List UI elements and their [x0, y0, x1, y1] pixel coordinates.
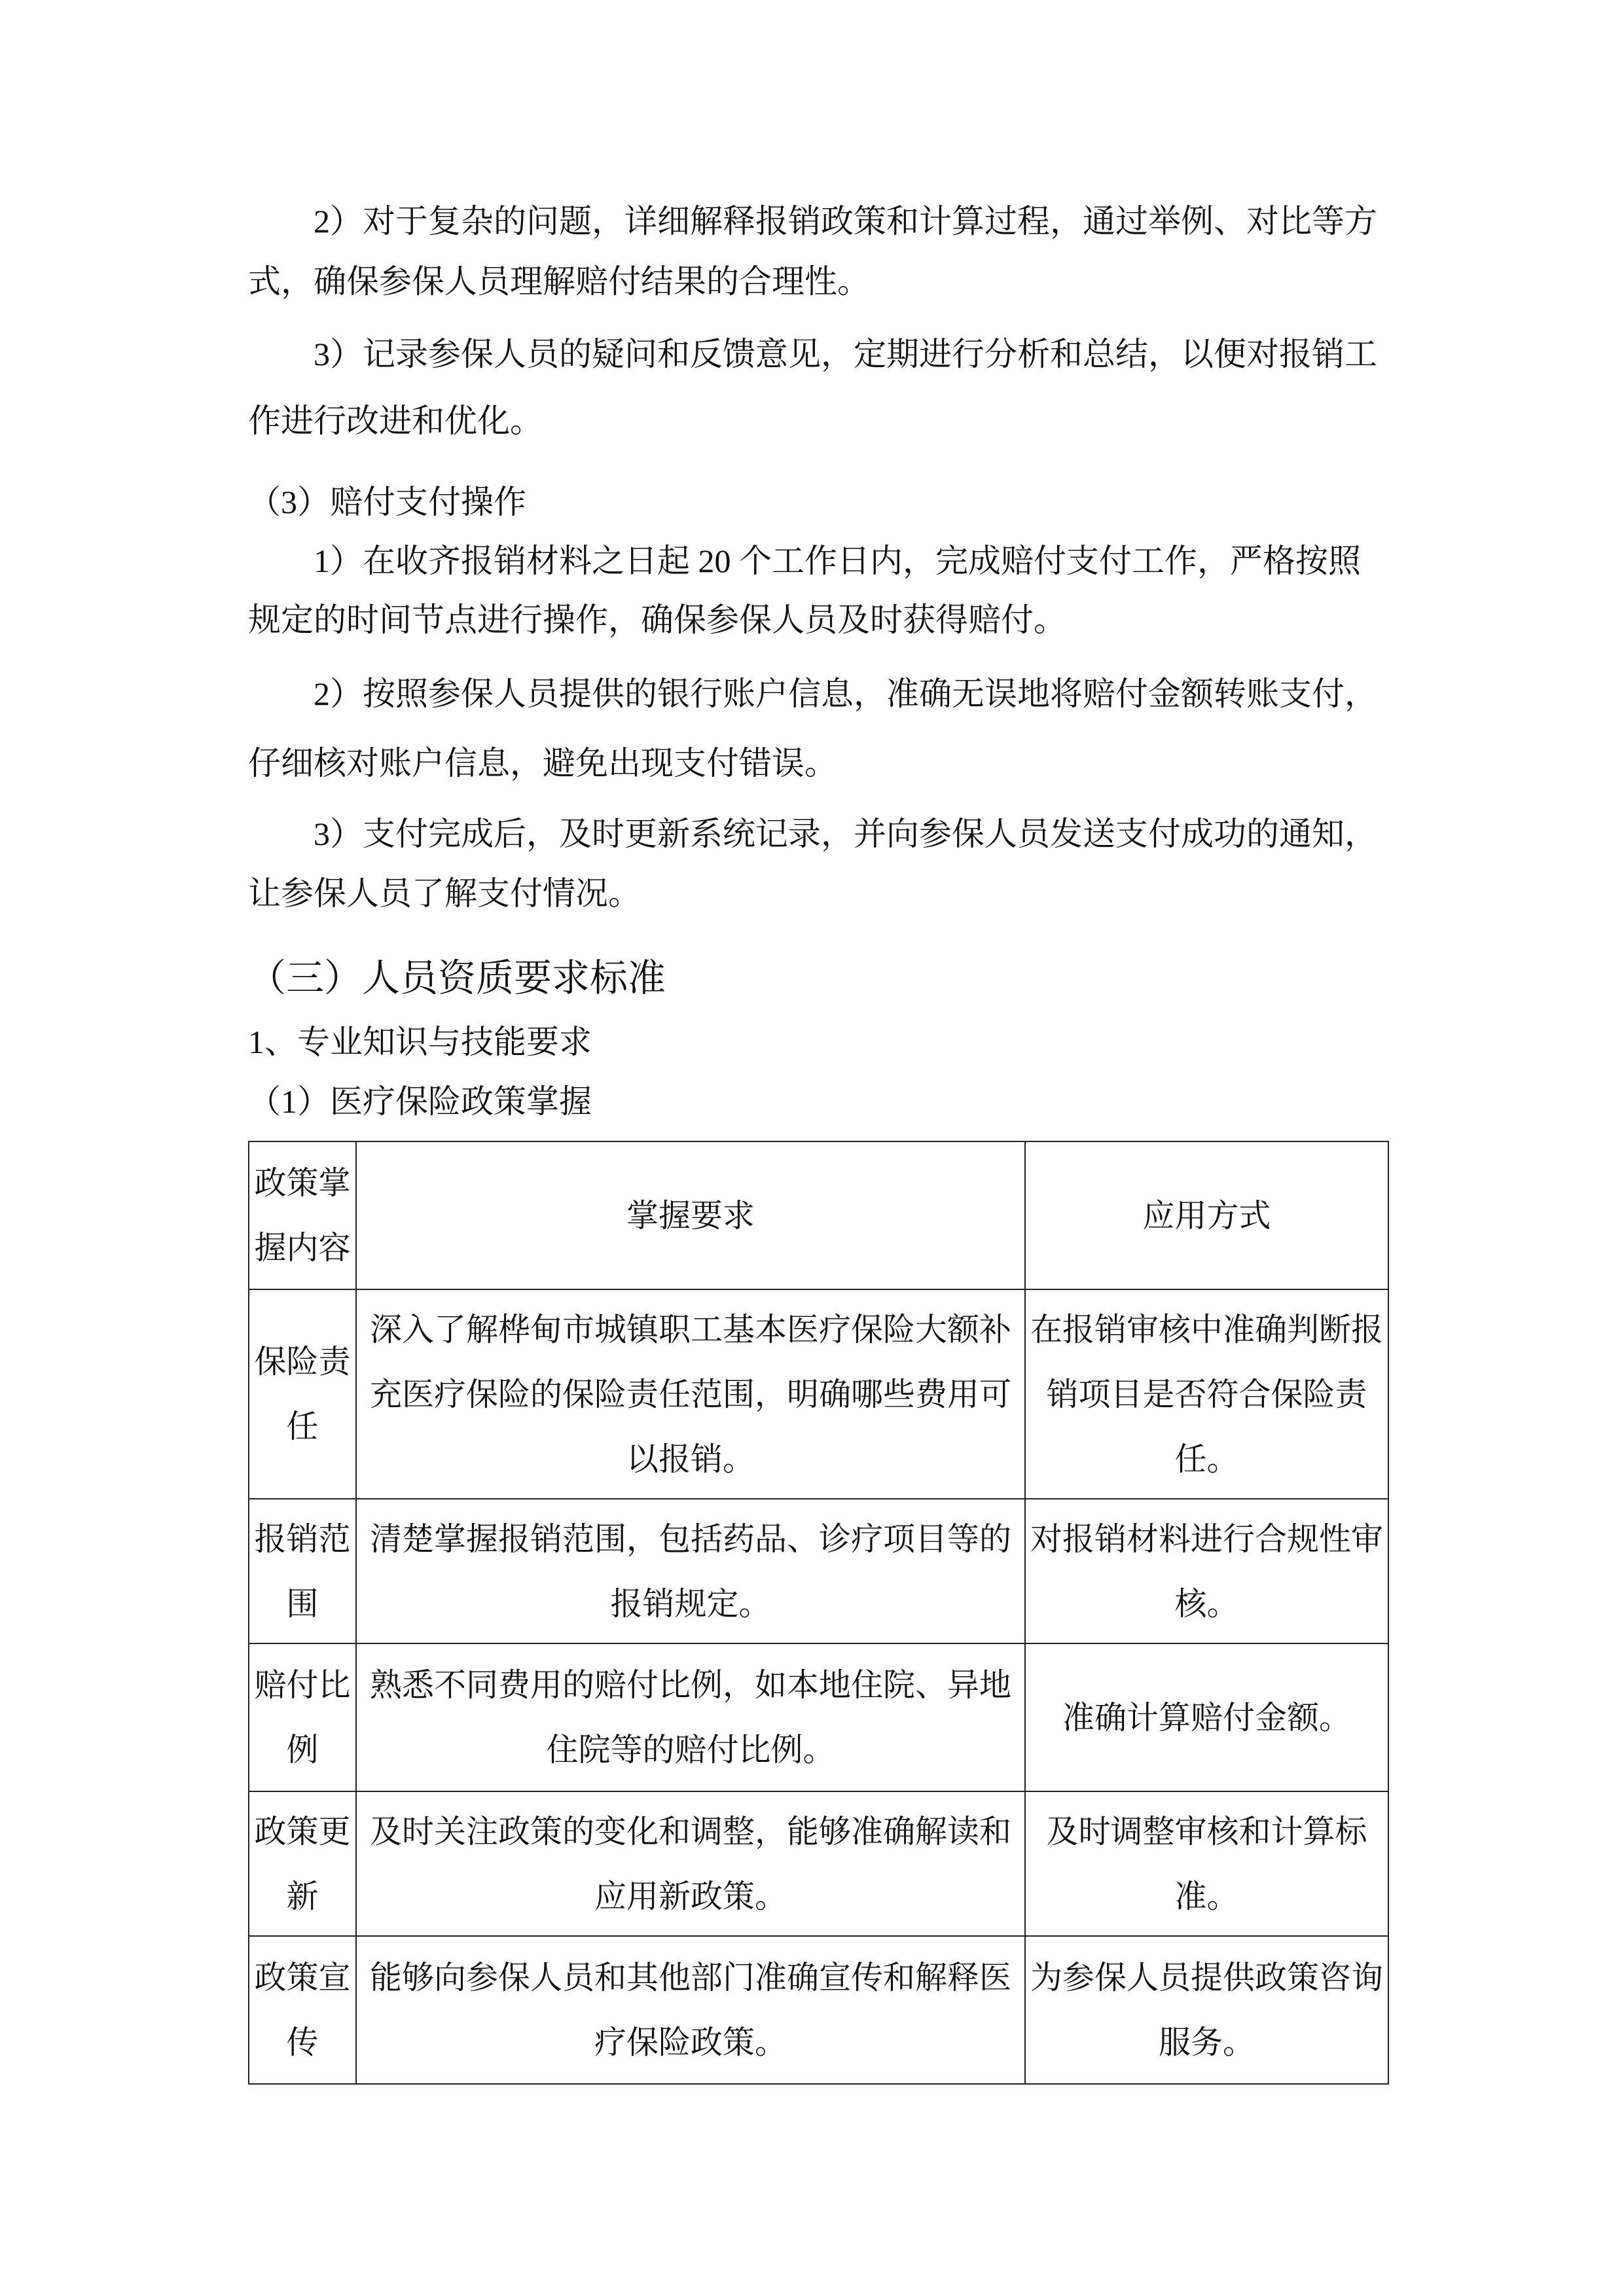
table-cell: 在报销审核中准确判断报销项目是否符合保险责任。: [1025, 1289, 1388, 1499]
table-cell: 政策宣传: [249, 1936, 356, 2084]
header-cell: 掌握要求: [356, 1141, 1025, 1289]
table-row: [249, 1791, 1388, 1936]
paragraph-line: 2）对于复杂的问题，详细解释报销政策和计算过程，通过举例、对比等方: [314, 203, 1377, 240]
table-cell: 报销范围: [249, 1499, 356, 1643]
paragraph-line: 让参保人员了解支付情况。: [248, 875, 641, 912]
paragraph-line: 式，确保参保人员理解赔付结果的合理性。: [248, 263, 870, 300]
paragraph-line: 2）按照参保人员提供的银行账户信息，准确无误地将赔付金额转账支付，: [314, 675, 1377, 712]
table-cell: 及时关注政策的变化和调整，能够准确解读和应用新政策。: [356, 1791, 1025, 1936]
table-cell: 深入了解桦甸市城镇职工基本医疗保险大额补充医疗保险的保险责任范围，明确哪些费用可以报销。: [356, 1289, 1025, 1499]
table-cell: 保险责任: [249, 1289, 356, 1499]
table-cell: 清楚掌握报销范围，包括药品、诊疗项目等的报销规定。: [356, 1499, 1025, 1643]
subsection-heading: （3）赔付支付操作: [248, 484, 526, 520]
paragraph-line: 仔细核对账户信息，避免出现支付错误。: [248, 745, 837, 781]
header-cell: 应用方式: [1025, 1141, 1388, 1289]
table-cell: 政策更新: [249, 1791, 356, 1936]
paragraph-line: 作进行改进和优化。: [248, 403, 543, 439]
table-title: （1）医疗保险政策掌握: [248, 1083, 592, 1120]
table-row: [249, 1936, 1388, 2084]
subheading: 1、专业知识与技能要求: [248, 1024, 592, 1060]
paragraph-line: 3）支付完成后，及时更新系统记录，并向参保人员发送支付成功的通知，: [314, 816, 1377, 852]
paragraph-line: 规定的时间节点进行操作，确保参保人员及时获得赔付。: [248, 601, 1066, 638]
table-cell: 能够向参保人员和其他部门准确宣传和解释医疗保险政策。: [356, 1936, 1025, 2084]
table-row: [249, 1499, 1388, 1643]
table-cell: 及时调整审核和计算标准。: [1025, 1791, 1388, 1936]
table-cell: 为参保人员提供政策咨询服务。: [1025, 1936, 1388, 2084]
table-header-row: [249, 1141, 1388, 1289]
policy-table: [248, 1141, 1389, 2085]
table-row: [249, 1289, 1388, 1499]
header-cell: 政策掌握内容: [249, 1141, 356, 1289]
paragraph-line: 3）记录参保人员的疑问和反馈意见，定期进行分析和总结，以便对报销工: [314, 336, 1377, 372]
section-heading: （三）人员资质要求标准: [248, 957, 666, 999]
table-row: [249, 1643, 1388, 1791]
table-cell: 对报销材料进行合规性审核。: [1025, 1499, 1388, 1643]
table-cell: 准确计算赔付金额。: [1025, 1643, 1388, 1791]
table-cell: 赔付比例: [249, 1643, 356, 1791]
paragraph-line: 1）在收齐报销材料之日起 20 个工作日内，完成赔付支付工作，严格按照: [314, 543, 1361, 579]
table-cell: 熟悉不同费用的赔付比例，如本地住院、异地住院等的赔付比例。: [356, 1643, 1025, 1791]
